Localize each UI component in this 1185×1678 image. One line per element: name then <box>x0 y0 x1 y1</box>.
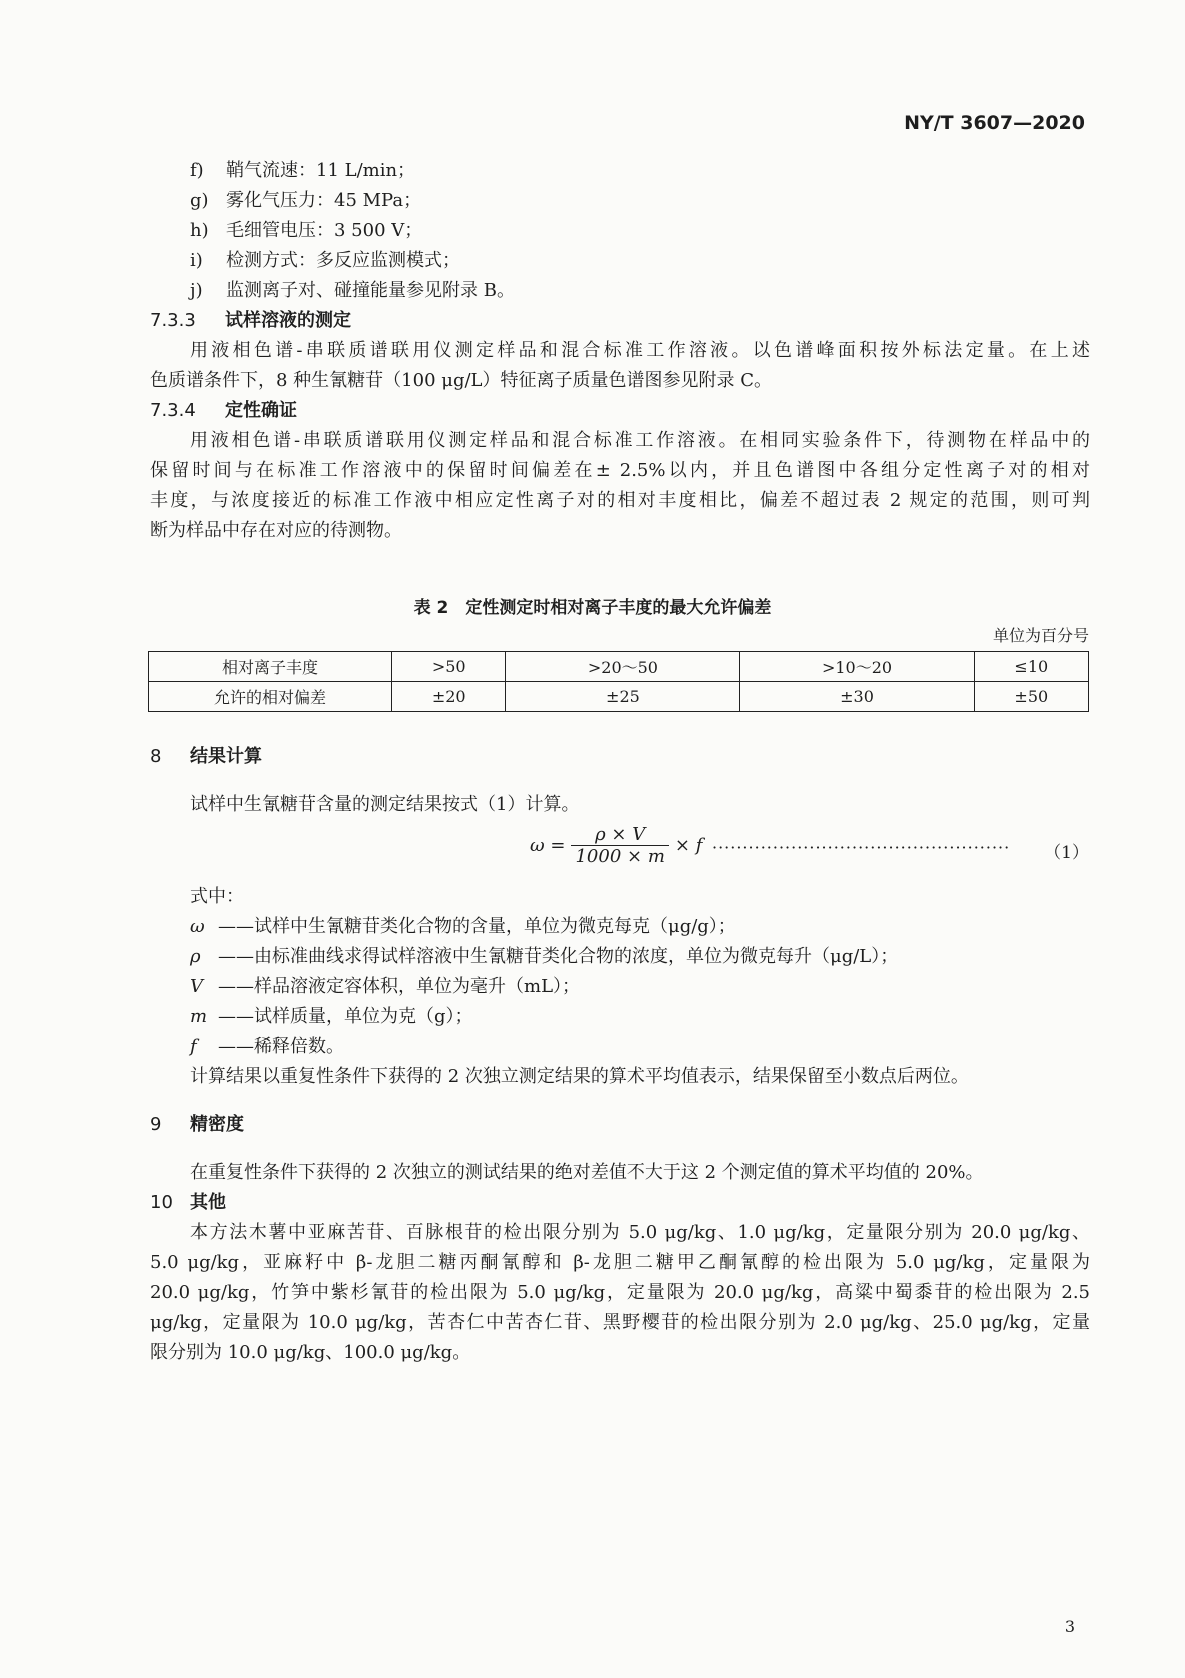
variable-description: ——试样质量，单位为克（g）； <box>218 1006 473 1027</box>
section-number: 9 <box>150 1114 162 1135</box>
formula-fraction <box>571 824 668 867</box>
section-title: 结果计算 <box>190 746 262 767</box>
deviation-table <box>148 651 1089 712</box>
list-item-text: 检测方式：多反应监测模式； <box>226 250 460 271</box>
section-number: 8 <box>150 746 162 767</box>
section-title: 定性确证 <box>225 400 297 421</box>
list-item <box>190 216 1090 246</box>
variable-definition <box>190 1002 1090 1032</box>
table-cell: ±20 <box>392 682 506 712</box>
paragraph-line: 5.0 μg/kg，亚麻籽中 β-龙胆二糖丙酮氰醇和 β-龙胆二糖甲乙酮氰醇的检出限为 5.0 μg/kg，定量限为 <box>150 1252 1090 1273</box>
where-label: 式中： <box>190 886 244 907</box>
variable-definition <box>190 942 1090 972</box>
paragraph-line: 20.0 μg/kg，竹笋中紫杉氰苷的检出限为 5.0 μg/kg，定量限为 20.0 μg/kg，高粱中蜀黍苷的检出限为 2.5 <box>150 1282 1090 1303</box>
section-heading-9 <box>150 1110 1090 1140</box>
table-unit: 单位为百分号 <box>992 626 1089 645</box>
variable-symbol: ρ <box>190 946 201 967</box>
paragraph-line: 断为样品中存在对应的待测物。 <box>150 520 402 541</box>
section-number: 7.3.4 <box>150 400 196 421</box>
paragraph-line: 限分别为 10.0 μg/kg、100.0 μg/kg。 <box>150 1342 471 1363</box>
variable-symbol: V <box>190 976 203 997</box>
list-item-label: g) <box>190 190 209 211</box>
table-cell: >10～20 <box>740 652 974 682</box>
section-title: 精密度 <box>190 1114 244 1135</box>
formula-lhs: ω = <box>530 835 566 856</box>
variable-symbol: m <box>190 1006 208 1027</box>
page-number: 3 <box>1064 1617 1075 1636</box>
section-number: 7.3.3 <box>150 310 196 331</box>
list-item-text: 监测离子对、碰撞能量参见附录 B。 <box>226 280 515 301</box>
list-item <box>190 276 1090 306</box>
formula-denominator: 1000 × m <box>575 846 665 867</box>
paragraph-line: 在重复性条件下获得的 2 次独立的测试结果的绝对差值不大于这 2 个测定值的算术平均值的 20%。 <box>190 1162 984 1183</box>
list-item <box>190 156 1090 186</box>
section-title: 其他 <box>190 1192 226 1213</box>
paragraph-line: 本方法木薯中亚麻苦苷、百脉根苷的检出限分别为 5.0 μg/kg、1.0 μg/kg，定量限分别为 20.0 μg/kg、 <box>190 1222 1090 1243</box>
table-row <box>149 682 1089 712</box>
list-item <box>190 246 1090 276</box>
section-heading-8 <box>150 742 1090 772</box>
paragraph-line: 色质谱条件下，8 种生氰糖苷（100 μg/L）特征离子质量色谱图参见附录 C。 <box>150 370 772 391</box>
variable-definition <box>190 972 1090 1002</box>
section-heading-7-3-4 <box>150 396 1090 426</box>
section-number: 10 <box>150 1192 173 1213</box>
paragraph-line: 试样中生氰糖苷含量的测定结果按式（1）计算。 <box>190 794 580 815</box>
list-item-label: i) <box>190 250 203 271</box>
list-item-text: 雾化气压力：45 MPa； <box>226 190 422 211</box>
table-cell: ±50 <box>974 682 1088 712</box>
variable-symbol: ω <box>190 916 205 937</box>
paragraph-line: 计算结果以重复性条件下获得的 2 次独立测定结果的算术平均值表示，结果保留至小数点后两位。 <box>190 1066 969 1087</box>
section-title: 试样溶液的测定 <box>225 310 351 331</box>
list-item-text: 鞘气流速：11 L/min； <box>226 160 416 181</box>
list-item-label: j) <box>190 280 203 301</box>
document-code: NY/T 3607—2020 <box>904 112 1085 134</box>
paragraph-line: μg/kg，定量限为 10.0 μg/kg，苦杏仁中苦杏仁苷、黑野樱苷的检出限分别为 2.0 μg/kg、25.0 μg/kg，定量 <box>150 1312 1090 1333</box>
formula <box>530 824 702 880</box>
formula-numerator: ρ × V <box>571 824 668 846</box>
table-cell: >20～50 <box>506 652 740 682</box>
equation-number: （1） <box>1044 843 1089 863</box>
table-cell: ±25 <box>506 682 740 712</box>
formula-rhs: × f <box>674 835 703 856</box>
section-heading-10 <box>150 1188 1090 1218</box>
variable-description: ——试样中生氰糖苷类化合物的含量，单位为微克每克（μg/g）； <box>218 916 736 937</box>
table-cell: >50 <box>392 652 506 682</box>
table-cell: ≤10 <box>974 652 1088 682</box>
list-item <box>190 186 1090 216</box>
variable-definition <box>190 1032 1090 1062</box>
variable-description: ——样品溶液定容体积，单位为毫升（mL）； <box>218 976 581 997</box>
table-cell: ±30 <box>740 682 974 712</box>
paragraph-line: 用液相色谱-串联质谱联用仪测定样品和混合标准工作溶液。以色谱峰面积按外标法定量。在上述 <box>190 340 1090 361</box>
table-cell: 相对离子丰度 <box>149 652 392 682</box>
paragraph-line: 保留时间与在标准工作溶液中的保留时间偏差在± 2.5%以内，并且色谱图中各组分定性离子对的相对 <box>150 460 1090 481</box>
formula-leader-dots: ················································· <box>712 838 1011 857</box>
variable-symbol: f <box>190 1036 197 1057</box>
paragraph-line: 用液相色谱-串联质谱联用仪测定样品和混合标准工作溶液。在相同实验条件下，待测物在样品中的 <box>190 430 1090 451</box>
list-item-text: 毛细管电压：3 500 V； <box>226 220 423 241</box>
section-heading-7-3-3 <box>150 306 1090 336</box>
table-row <box>149 652 1089 682</box>
paragraph-line: 丰度，与浓度接近的标准工作液中相应定性离子对的相对丰度相比，偏差不超过表 2 规定的范围，则可判 <box>150 490 1090 511</box>
variable-description: ——由标准曲线求得试样溶液中生氰糖苷类化合物的浓度，单位为微克每升（μg/L）； <box>218 946 899 967</box>
table-caption: 表 2 定性测定时相对离子丰度的最大允许偏差 <box>413 598 772 618</box>
variable-description: ——稀释倍数。 <box>218 1036 344 1057</box>
variable-definition <box>190 912 1090 942</box>
table-cell: 允许的相对偏差 <box>149 682 392 712</box>
list-item-label: h) <box>190 220 209 241</box>
list-item-label: f) <box>190 160 204 181</box>
